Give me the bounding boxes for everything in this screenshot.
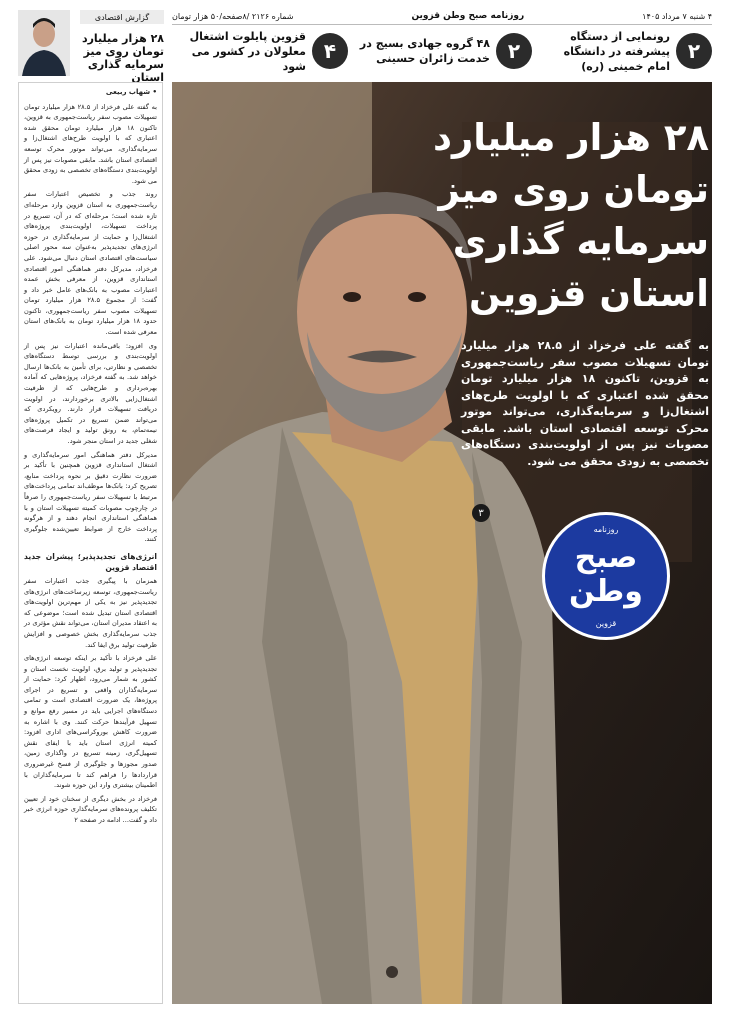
teaser-page-badge: ۴ <box>312 33 348 69</box>
article-paragraph: فرخزاد در بخش دیگری از سخنان خود از تعیین تکلیف پرونده‌های سرمایه‌گذاری حوزه انرژی خبر داد و گفت... ادامه در صفحه ۲ <box>24 794 157 824</box>
teaser-1[interactable] <box>540 30 712 72</box>
left-article-body <box>18 82 163 1004</box>
article-paragraph: روند جذب و تخصیص اعتبارات سفر ریاست‌جمهوری به استان قزوین وارد مرحله‌ای تازه شده است؛ مرحله‌ای که در آن، تسریع در پرداخت تسهیلات، اولویت‌بندی پروژه‌های اشتغال‌زا و حمایت از سرمایه‌گذاری در حوزه انرژی‌های تجدیدپذیر به‌عنوان سه محور اصلی سیاست‌های اقتصادی استان دنبال می‌شود. علی فرخزاد، مدیرکل دفتر هماهنگی امور اقتصادی استانداری قزوین، از معرفی بخش عمده اعتبارات مصوب به بانک‌های عامل خبر داد و گفت: از مجموع ۲۸.۵ هزار میلیارد تومان تسهیلات مصوب سفر ریاست‌جمهوری، تاکنون حدود ۱۸ هزار میلیارد تومان به بانک‌های استان معرفی شده است. <box>24 190 158 337</box>
main-headline: ۲۸ هزار میلیارد تومان روی میز سرمایه گذاری استان قزوین <box>433 116 709 315</box>
issue-info: شماره ۲۱۲۶ /۸صفحه/۵۰ هزار تومان <box>172 11 294 21</box>
article-paragraph: همزمان با پیگیری جذب اعتبارات سفر ریاست‌جمهوری، توسعه زیرساخت‌های انرژی‌های تجدیدپذیر نیز به یکی از مهم‌ترین اولویت‌های اقتصادی استان تبدیل شده است؛ موضوعی که به اعتقاد مدیران استان، می‌تواند نقش مؤثری در جذب سرمایه‌گذاری بخش خصوصی و افزایش ظرفیت تولید برق ایفا کند. <box>24 576 157 649</box>
article-paragraph: به گفته علی فرخزاد از ۲۸.۵ هزار میلیارد تومان تسهیلات مصوب سفر ریاست‌جمهوری به قزوین، تاکنون ۱۸ هزار میلیارد تومان محقق شده اعتباری که با اولویت طرح‌های اشتغال‌زا و سرمایه‌گذاری، می‌تواند موتور محرک توسعه اقتصادی استان باشد. مابقی مصوبات نیز پس از اولویت‌بندی دستگاه‌های تخصصی به زودی محقق می شود. <box>24 102 158 185</box>
teaser-text: رونمایی از دستگاه پیشرفته در دانشگاه امام خمینی (ره) <box>563 29 670 73</box>
teaser-text: ۴۸ گروه جهادی بسیج در خدمت زائران حسینی <box>359 37 490 65</box>
paper-name: روزنامه صبح وطن قزوین <box>411 11 525 21</box>
logo-word-2: وطن <box>569 574 643 609</box>
article-paragraph: مدیرکل دفتر هماهنگی امور سرمایه‌گذاری و اشتغال استانداری قزوین همچنین با تأکید بر ضرورت نظارت دقیق بر نحوه پرداخت منابع، تصریح کرد: بانک‌ها موظف‌اند تمامی پرداخت‌های مرتبط با تسهیلات سفر ریاست‌جمهوری را صرفاً در چارچوب مصوبات کمیته تسهیلات استان و با هماهنگی استانداری انجام دهند و از هرگونه پرداخت خارج از ضوابط تعیین‌شده جلوگیری کنند. <box>24 450 157 544</box>
newspaper-logo <box>542 512 670 640</box>
logo-word-1: صبح <box>574 540 638 575</box>
issue-date: ۴ شنبه ۷ مرداد ۱۴۰۵ <box>642 11 712 21</box>
main-lead: به گفته علی فرخزاد از ۲۸.۵ هزار میلیارد تومان تسهیلات مصوب سفر ریاست‌جمهوری به قزوین، تاکنون ۱۸ هزار میلیارد تومان محقق شده اعتباری که با اولویت طرح‌های اشتغال‌زا و سرمایه‌گذاری، می‌تواند موتور محرک توسعه اقتصادی استان باشد. مابقی مصوبات نیز پس از اولویت‌بندی دستگاه‌های تخصصی به زودی محقق می شود. <box>461 339 709 468</box>
teaser-3[interactable] <box>176 30 348 72</box>
article-paragraph: وی افزود: باقی‌مانده اعتبارات نیز پس از اولویت‌بندی و بررسی توسط دستگاه‌های تخصصی و نظارتی، برای تأمین به بانک‌ها ارسال خواهد شد. به گفته فرخزاد، پروژه‌هایی که آماده بهره‌برداری و طرح‌هایی که از ظرفیت اشتغال‌زایی بالاتری برخوردارند، در اولویت دریافت تسهیلات قرار دارند. رویکردی که می‌تواند ضمن تسریع در تکمیل پروژه‌های نیمه‌تمام، به رونق تولید و ایجاد فرصت‌های شغلی جدید در استان منجر شود. <box>24 341 157 445</box>
author-photo <box>18 10 70 76</box>
continue-page-badge: ۳ <box>472 504 490 522</box>
logo-city: قزوین <box>595 619 617 628</box>
article-paragraph: علی فرخزاد با تأکید بر اینکه توسعه انرژی‌های تجدیدپذیر و تولید برق، اولویت نخست استان و کشور به شمار می‌رود، اظهار کرد: حمایت از سرمایه‌گذاران واقعی و تسریع در اجرای پروژه‌ها، یک ضرورت اقتصادی است و تمامی دستگاه‌های اجرایی باید در مسیر رفع موانع و تسهیل فرآیندها حرکت کنند. وی با اشاره به ضرورت کاهش بوروکراسی‌های اداری افزود: کمیته انرژی استان باید با ایفای نقش تسهیل‌گری، زمینه تسریع در واگذاری زمین، صدور مجوزها و جلوگیری از فسخ غیرضروری قراردادها را فراهم کند تا سرمایه‌گذاران با اطمینان بیشتری وارد این حوزه شوند. <box>24 654 157 790</box>
left-column-headline: ۲۸ هزار میلیارد تومان روی میز سرمایه گذاری استان <box>81 32 164 84</box>
teaser-2[interactable] <box>356 30 532 72</box>
teaser-page-badge: ۲ <box>676 33 712 69</box>
teaser-page-badge: ۲ <box>496 33 532 69</box>
masthead <box>172 8 712 25</box>
logo-top: روزنامه <box>593 525 619 534</box>
article-subheading: انرژی‌های تجدیدپذیر؛ پیشران جدید اقتصاد قزوین <box>24 551 157 572</box>
teaser-text: قزوین پایلوت اشتغال معلولان در کشور می شود <box>189 29 306 73</box>
section-tag: گزارش اقتصادی <box>80 10 164 24</box>
author-byline: • شهاب ربیعی <box>105 88 157 96</box>
